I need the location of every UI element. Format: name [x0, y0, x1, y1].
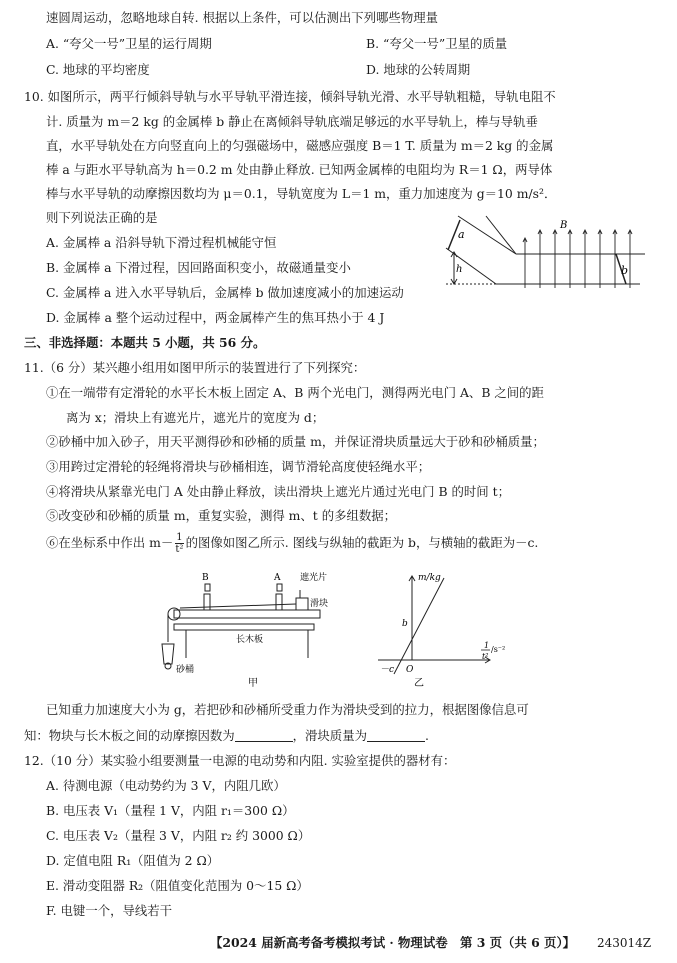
gate-a-label: A — [274, 573, 281, 583]
rod-b-label: b — [621, 264, 629, 277]
q11-figure-jia — [160, 568, 340, 688]
q10-line-1: 10. 如图所示，两平行倾斜导轨与水平导轨平滑连接，倾斜导轨光滑、水平导轨粗糙，导轨电阻不 — [24, 89, 556, 104]
q11-step-1a: ①在一端带有定滑轮的水平长木板上固定 A、B 两个光电门，测得两光电门 A、B 之间的距 — [46, 385, 544, 400]
q10-option-a: A. 金属棒 a 沿斜导轨下滑过程机械能守恒 — [46, 235, 277, 250]
slider-label: 滑块 — [310, 599, 329, 609]
q11-header: 11.（6 分）某兴趣小组用如图甲所示的装置进行了下列探究： — [24, 360, 366, 375]
friction-answer-blank[interactable] — [235, 729, 293, 742]
q10-line-6: 则下列说法正确的是 — [46, 210, 158, 225]
x-axis-num: 1 — [484, 641, 490, 650]
q12-item-c: C. 电压表 V₂（量程 3 V，内阻 r₂ 约 3000 Ω） — [46, 828, 311, 843]
q11-figure-yi — [372, 568, 512, 688]
long-board — [174, 610, 320, 618]
q12-item-d: D. 定值电阻 R₁（阻值为 2 Ω） — [46, 853, 220, 868]
figure-yi-label: 乙 — [414, 678, 424, 688]
page-footer: 【2024 届新高考备考模拟考试 · 物理试卷 第 3 页（共 6 页）】 — [210, 935, 576, 950]
q11-step-6-post: 的图像如图乙所示. 图线与纵轴的截距为 b，与横轴的截距为－c. — [185, 535, 539, 550]
q12-item-b: B. 电压表 V₁（量程 1 V，内阻 r₁＝300 Ω） — [46, 803, 295, 818]
q10-line-2: 计. 质量为 m＝2 kg 的金属棒 b 静止在离倾斜导轨底端足够远的水平导轨上，棒与导轨垂 — [46, 114, 538, 129]
mass-answer-blank[interactable] — [367, 729, 425, 742]
q11-step-6-fraction — [175, 532, 183, 555]
q12-item-f: F. 电键一个，导线若干 — [46, 903, 173, 918]
q11-conclusion-2-end: . — [424, 728, 429, 743]
incline-rail-upper — [458, 216, 516, 254]
q9-option-d: D. 地球的公转周期 — [366, 62, 471, 77]
photogate-a — [276, 594, 282, 610]
fraction-numerator: 1 — [176, 532, 183, 543]
figure-jia-label: 甲 — [248, 678, 258, 688]
y-axis-label: m/kg — [418, 573, 441, 583]
x-axis-den: t² — [482, 652, 489, 661]
q10-line-3: 直，水平导轨处在方向竖直向上的匀强磁场中，磁感应强度 B＝1 T. 质量为 m＝2 kg 的金属 — [46, 138, 554, 153]
q11-conclusion-2-pre: 知：物块与长木板之间的动摩擦因数为 — [24, 728, 235, 743]
intercept-b-label: b — [402, 619, 408, 629]
q9-option-c: C. 地球的平均密度 — [46, 62, 150, 77]
bucket-label: 砂桶 — [176, 665, 195, 675]
q11-step-3: ③用跨过定滑轮的轻绳将滑块与砂桶相连，调节滑轮高度使轻绳水平； — [46, 459, 431, 474]
q12-item-a: A. 待测电源（电动势约为 3 V，内阻几欧） — [46, 778, 286, 793]
paper-code: 243014Z — [597, 936, 652, 950]
sand-bucket — [162, 644, 174, 664]
q10-option-c: C. 金属棒 a 进入水平导轨后，金属棒 b 做加速度减小的加速运动 — [46, 285, 404, 300]
height-h-label: h — [456, 264, 463, 275]
q11-step-2: ②砂桶中加入砂子，用天平测得砂和砂桶的质量 m，并保证滑块质量远大于砂和砂桶质量； — [46, 434, 545, 449]
q11-conclusion-1: 已知重力加速度大小为 g，若把砂和砂桶所受重力作为滑块受到的拉力，根据图像信息可 — [46, 702, 529, 717]
q12-item-e: E. 滑动变阻器 R₂（阻值变化范围为 0～15 Ω） — [46, 878, 309, 893]
gate-b-label: B — [202, 573, 209, 583]
shade-label: 遮光片 — [300, 573, 328, 583]
q9-text-tail: 速圆周运动，忽略地球自转. 根据以上条件，可以估测出下列哪些物理量 — [46, 10, 438, 25]
intercept-c-label: －c — [380, 665, 395, 675]
q9-option-b: B. “夸父一号”卫星的质量 — [366, 36, 508, 51]
rod-a-label: a — [458, 228, 465, 241]
q11-step-4: ④将滑块从紧靠光电门 A 处由静止释放，读出滑块上遮光片通过光电门 B 的时间 t； — [46, 484, 511, 499]
q11-step-5: ⑤改变砂和砂桶的质量 m，重复实验，测得 m、t 的多组数据； — [46, 508, 397, 523]
q11-step-6 — [46, 530, 538, 556]
q11-step-1b: 离为 x；滑块上有遮光片，遮光片的宽度为 d； — [66, 410, 325, 425]
q10-option-d: D. 金属棒 a 整个运动过程中，两金属棒产生的焦耳热小于 4 J — [46, 310, 385, 325]
origin-label: O — [406, 665, 414, 675]
q10-rail-figure — [440, 208, 650, 296]
board-label: 长木板 — [236, 635, 264, 645]
q11-conclusion-2 — [24, 729, 429, 742]
q11-conclusion-2-mid: ，滑块质量为 — [292, 728, 367, 743]
q10-option-b: B. 金属棒 a 下滑过程，因回路面积变小，故磁通量变小 — [46, 260, 351, 275]
q9-option-a: A. “夸父一号”卫星的运行周期 — [46, 36, 212, 51]
q12-header: 12.（10 分）某实验小组要测量一电源的电动势和内阻. 实验室提供的器材有： — [24, 753, 456, 768]
x-axis-unit: /s⁻² — [491, 645, 506, 654]
q11-step-6-pre: ⑥在坐标系中作出 m－ — [46, 535, 174, 550]
slider-block — [296, 598, 308, 610]
q10-line-4: 棒 a 与距水平导轨高为 h＝0.2 m 处由静止释放. 已知两金属棒的电阻均为 R＝1 Ω，两导体 — [46, 162, 553, 177]
q10-line-5: 棒与水平导轨的动摩擦因数均为 μ＝0.1，导轨宽度为 L＝1 m，重力加速度为 g＝10 m/s²． — [46, 186, 557, 201]
field-b-label: B — [560, 220, 568, 231]
section-3-heading: 三、非选择题：本题共 5 小题，共 56 分。 — [24, 335, 266, 350]
fraction-denominator: t² — [175, 544, 184, 555]
